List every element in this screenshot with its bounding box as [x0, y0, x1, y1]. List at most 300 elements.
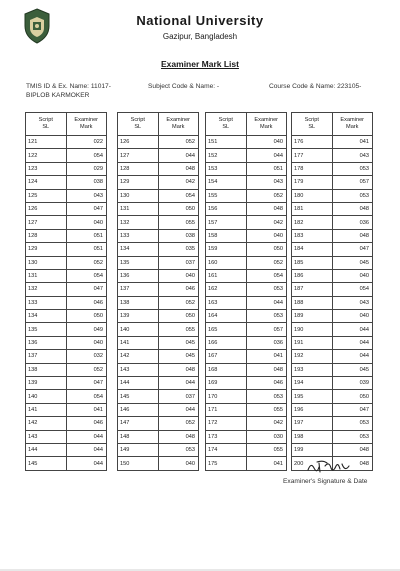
examiner-mark-cell: 053 [332, 417, 373, 430]
table-row [118, 149, 199, 162]
course-code: Course Code & Name: 223105- [269, 83, 362, 90]
examiner-mark-cell: 040 [66, 216, 107, 229]
mark-table-1 [25, 112, 107, 471]
table-row [206, 377, 287, 390]
script-sl-cell: 159 [206, 243, 247, 256]
script-sl-cell: 132 [26, 283, 67, 296]
examiner-mark-cell: 037 [158, 256, 199, 269]
table-row [292, 363, 373, 376]
script-sl-cell: 135 [118, 256, 159, 269]
script-sl-cell: 173 [206, 430, 247, 443]
table-row [118, 350, 199, 363]
script-sl-cell: 130 [118, 189, 159, 202]
table-row [26, 176, 107, 189]
script-sl-cell: 185 [292, 256, 333, 269]
table-row [118, 229, 199, 242]
script-sl-cell: 179 [292, 176, 333, 189]
table-row [206, 216, 287, 229]
script-sl-cell: 199 [292, 443, 333, 456]
script-sl-cell: 197 [292, 417, 333, 430]
table-row [26, 296, 107, 309]
script-sl-cell: 123 [26, 162, 67, 175]
document-title-text: Examiner Mark List [161, 59, 239, 69]
examiner-mark-cell: 043 [246, 176, 287, 189]
examiner-mark-cell: 044 [332, 336, 373, 349]
script-sl-cell: 125 [26, 189, 67, 202]
examiner-mark-cell: 044 [158, 403, 199, 416]
table-row [206, 269, 287, 282]
examiner-mark-cell: 044 [246, 296, 287, 309]
examiner-name: BIPLOB KARMOKER [26, 92, 90, 99]
table-row [206, 350, 287, 363]
script-sl-cell: 140 [26, 390, 67, 403]
table-row [118, 269, 199, 282]
table-row [118, 443, 199, 456]
script-sl-cell: 145 [26, 457, 67, 470]
examiner-mark-cell: 035 [158, 243, 199, 256]
examiner-mark-cell: 041 [246, 350, 287, 363]
script-sl-cell: 129 [26, 243, 67, 256]
script-sl-cell: 194 [292, 377, 333, 390]
examiner-mark-cell: 050 [66, 310, 107, 323]
table-row [206, 296, 287, 309]
university-location: Gazipur, Bangladesh [162, 32, 238, 41]
table-row [292, 350, 373, 363]
header-script-sl: Script SL [292, 113, 333, 136]
table-row [292, 136, 373, 149]
table-row [206, 162, 287, 175]
table-row [118, 256, 199, 269]
examiner-mark-cell: 055 [158, 323, 199, 336]
examiner-mark-cell: 044 [158, 377, 199, 390]
examiner-mark-cell: 022 [66, 136, 107, 149]
table-row [118, 336, 199, 349]
examiner-mark-cell: 044 [158, 149, 199, 162]
script-sl-cell: 186 [292, 269, 333, 282]
script-sl-cell: 172 [206, 417, 247, 430]
script-sl-cell: 192 [292, 350, 333, 363]
examiner-mark-cell: 050 [158, 202, 199, 215]
script-sl-cell: 144 [26, 443, 67, 456]
script-sl-cell: 167 [206, 350, 247, 363]
table-row [118, 310, 199, 323]
examiner-mark-cell: 052 [158, 417, 199, 430]
script-sl-cell: 166 [206, 336, 247, 349]
table-row [292, 390, 373, 403]
script-sl-cell: 174 [206, 443, 247, 456]
examiner-mark-cell: 039 [332, 377, 373, 390]
script-sl-cell: 126 [118, 136, 159, 149]
examiner-mark-cell: 042 [246, 216, 287, 229]
table-row [206, 417, 287, 430]
examiner-mark-cell: 044 [332, 323, 373, 336]
table-row [118, 162, 199, 175]
table-row [206, 202, 287, 215]
examiner-mark-cell: 041 [246, 457, 287, 470]
examiner-mark-cell: 055 [246, 403, 287, 416]
examiner-mark-cell: 052 [158, 136, 199, 149]
table-row [118, 189, 199, 202]
script-sl-cell: 133 [118, 229, 159, 242]
examiner-mark-cell: 054 [332, 283, 373, 296]
table-row [292, 403, 373, 416]
script-sl-cell: 171 [206, 403, 247, 416]
table-row [292, 443, 373, 456]
table-row [26, 136, 107, 149]
examiner-mark-cell: 046 [158, 283, 199, 296]
script-sl-cell: 142 [118, 350, 159, 363]
table-row [26, 256, 107, 269]
table-row [26, 162, 107, 175]
table-row [118, 202, 199, 215]
script-sl-cell: 130 [26, 256, 67, 269]
script-sl-cell: 136 [26, 336, 67, 349]
script-sl-cell: 158 [206, 229, 247, 242]
table-row [26, 243, 107, 256]
table-row [292, 176, 373, 189]
script-sl-cell: 147 [118, 417, 159, 430]
examiner-mark-cell: 041 [332, 136, 373, 149]
table-row [118, 243, 199, 256]
examiner-mark-cell: 052 [66, 363, 107, 376]
script-sl-cell: 137 [26, 350, 67, 363]
script-sl-cell: 131 [26, 269, 67, 282]
examiner-mark-cell: 054 [66, 269, 107, 282]
script-sl-cell: 164 [206, 310, 247, 323]
examiner-mark-cell: 053 [158, 443, 199, 456]
script-sl-cell: 146 [118, 403, 159, 416]
table-row [118, 430, 199, 443]
script-sl-cell: 138 [118, 296, 159, 309]
script-sl-cell: 184 [292, 243, 333, 256]
script-sl-cell: 200 [292, 457, 333, 470]
table-row [26, 390, 107, 403]
university-name: National University [136, 13, 264, 28]
table-row [118, 417, 199, 430]
header-script-sl: Script SL [118, 113, 159, 136]
table-row [26, 417, 107, 430]
tmis-id-line: TMIS ID & Ex. Name: 11017- [26, 83, 111, 90]
script-sl-cell: 151 [206, 136, 247, 149]
table-row [206, 243, 287, 256]
examiner-mark-cell: 047 [66, 377, 107, 390]
tmis-id-block [26, 82, 111, 100]
script-sl-cell: 134 [118, 243, 159, 256]
examiner-mark-cell: 050 [158, 310, 199, 323]
table-row [292, 336, 373, 349]
examiner-mark-cell: 057 [332, 176, 373, 189]
mark-table-4 [291, 112, 373, 471]
script-sl-cell: 128 [118, 162, 159, 175]
script-sl-cell: 165 [206, 323, 247, 336]
table-row [26, 216, 107, 229]
table-row [292, 243, 373, 256]
examiner-mark-cell: 040 [158, 269, 199, 282]
script-sl-cell: 144 [118, 377, 159, 390]
table-row [292, 162, 373, 175]
examiner-mark-cell: 048 [332, 457, 373, 470]
examiner-mark-cell: 057 [246, 323, 287, 336]
table-row [292, 202, 373, 215]
script-sl-cell: 178 [292, 162, 333, 175]
examiner-mark-cell: 043 [332, 296, 373, 309]
examiner-mark-cell: 038 [158, 229, 199, 242]
table-row [26, 443, 107, 456]
script-sl-cell: 141 [118, 336, 159, 349]
table-row [292, 229, 373, 242]
table-row [292, 377, 373, 390]
table-row [292, 296, 373, 309]
examiner-mark-cell: 030 [246, 430, 287, 443]
examiner-mark-cell: 040 [158, 457, 199, 470]
script-sl-cell: 181 [292, 202, 333, 215]
table-row [26, 403, 107, 416]
table-row [118, 323, 199, 336]
header-script-sl: Script SL [26, 113, 67, 136]
examiner-mark-cell: 041 [66, 403, 107, 416]
table-row [26, 336, 107, 349]
table-row [206, 310, 287, 323]
table-row [206, 443, 287, 456]
script-sl-cell: 162 [206, 283, 247, 296]
script-sl-cell: 142 [26, 417, 67, 430]
table-row [206, 363, 287, 376]
examiner-mark-cell: 045 [158, 350, 199, 363]
script-sl-cell: 128 [26, 229, 67, 242]
script-sl-cell: 191 [292, 336, 333, 349]
table-row [26, 149, 107, 162]
table-row [26, 350, 107, 363]
table-row [292, 189, 373, 202]
examiner-mark-cell: 050 [246, 243, 287, 256]
examiner-mark-cell: 049 [66, 323, 107, 336]
examiner-mark-cell: 036 [332, 216, 373, 229]
examiner-mark-cell: 046 [66, 417, 107, 430]
table-row [206, 189, 287, 202]
script-sl-cell: 153 [206, 162, 247, 175]
table-row [118, 216, 199, 229]
examiner-mark-cell: 052 [246, 189, 287, 202]
examiner-mark-cell: 040 [246, 229, 287, 242]
examiner-mark-cell: 053 [332, 162, 373, 175]
table-row [206, 283, 287, 296]
table-row [206, 176, 287, 189]
examiner-mark-cell: 046 [66, 296, 107, 309]
examiner-mark-cell: 055 [246, 443, 287, 456]
table-row [118, 283, 199, 296]
examiner-mark-cell: 051 [66, 229, 107, 242]
examiner-mark-cell: 036 [246, 336, 287, 349]
script-sl-cell: 129 [118, 176, 159, 189]
examiner-mark-cell: 052 [158, 296, 199, 309]
script-sl-cell: 140 [118, 323, 159, 336]
examiner-mark-cell: 048 [332, 443, 373, 456]
script-sl-cell: 175 [206, 457, 247, 470]
script-sl-cell: 149 [118, 443, 159, 456]
table-row [26, 269, 107, 282]
table-row [26, 377, 107, 390]
header-examiner-mark: Examiner Mark [332, 113, 373, 136]
script-sl-cell: 131 [118, 202, 159, 215]
script-sl-cell: 127 [26, 216, 67, 229]
examiner-mark-cell: 040 [332, 269, 373, 282]
table-row [118, 390, 199, 403]
script-sl-cell: 145 [118, 390, 159, 403]
table-row [292, 417, 373, 430]
mark-table-3 [205, 112, 287, 471]
examiner-mark-cell: 053 [332, 430, 373, 443]
script-sl-cell: 177 [292, 149, 333, 162]
script-sl-cell: 132 [118, 216, 159, 229]
examiner-mark-cell: 048 [158, 363, 199, 376]
examiner-mark-cell: 052 [66, 256, 107, 269]
examiner-mark-cell: 040 [66, 336, 107, 349]
table-row [206, 229, 287, 242]
table-row [118, 377, 199, 390]
examiner-mark-cell: 044 [66, 430, 107, 443]
script-sl-cell: 156 [206, 202, 247, 215]
examiner-mark-cell: 054 [246, 269, 287, 282]
examiner-mark-cell: 043 [332, 149, 373, 162]
table-row [292, 430, 373, 443]
examiner-mark-cell: 048 [332, 229, 373, 242]
header-examiner-mark: Examiner Mark [66, 113, 107, 136]
script-sl-cell: 143 [118, 363, 159, 376]
examiner-mark-cell: 040 [246, 136, 287, 149]
table-row [26, 229, 107, 242]
table-row [118, 176, 199, 189]
script-sl-cell: 160 [206, 256, 247, 269]
examiner-mark-cell: 048 [246, 363, 287, 376]
table-row [26, 363, 107, 376]
table-row [26, 457, 107, 470]
table-row [26, 430, 107, 443]
script-sl-cell: 138 [26, 363, 67, 376]
script-sl-cell: 176 [292, 136, 333, 149]
table-row [206, 136, 287, 149]
table-row [26, 189, 107, 202]
examiner-mark-cell: 052 [246, 256, 287, 269]
table-row [292, 310, 373, 323]
table-row [292, 269, 373, 282]
examiner-mark-cell: 053 [246, 283, 287, 296]
table-row [206, 457, 287, 470]
table-row [206, 390, 287, 403]
subject-code: Subject Code & Name: - [148, 83, 220, 90]
examiner-mark-cell: 048 [246, 202, 287, 215]
examiner-mark-cell: 044 [246, 149, 287, 162]
table-row [206, 256, 287, 269]
examiner-mark-cell: 051 [66, 243, 107, 256]
script-sl-cell: 126 [26, 202, 67, 215]
examiner-mark-cell: 047 [332, 403, 373, 416]
script-sl-cell: 190 [292, 323, 333, 336]
mark-table-2 [117, 112, 199, 471]
examiner-mark-cell: 053 [246, 390, 287, 403]
examiner-mark-cell: 045 [158, 336, 199, 349]
script-sl-cell: 143 [26, 430, 67, 443]
script-sl-cell: 187 [292, 283, 333, 296]
script-sl-cell: 169 [206, 377, 247, 390]
script-sl-cell: 180 [292, 189, 333, 202]
script-sl-cell: 152 [206, 149, 247, 162]
script-sl-cell: 198 [292, 430, 333, 443]
table-row [292, 256, 373, 269]
document-title [0, 59, 400, 69]
script-sl-cell: 150 [118, 457, 159, 470]
examiner-mark-cell: 038 [66, 176, 107, 189]
table-row [206, 430, 287, 443]
table-row [206, 403, 287, 416]
examiner-mark-cell: 032 [66, 350, 107, 363]
examiner-mark-cell: 051 [246, 162, 287, 175]
script-sl-cell: 139 [26, 377, 67, 390]
examiner-mark-cell: 054 [66, 149, 107, 162]
examiner-mark-cell: 042 [246, 417, 287, 430]
table-row [26, 310, 107, 323]
signature-label: Examiner's Signature & Date [283, 478, 368, 485]
examiner-mark-cell: 044 [332, 350, 373, 363]
examiner-mark-cell: 050 [332, 390, 373, 403]
script-sl-cell: 124 [26, 176, 67, 189]
script-sl-cell: 135 [26, 323, 67, 336]
examiner-mark-cell: 029 [66, 162, 107, 175]
script-sl-cell: 193 [292, 363, 333, 376]
table-row [26, 323, 107, 336]
table-row [118, 363, 199, 376]
script-sl-cell: 121 [26, 136, 67, 149]
table-row [118, 457, 199, 470]
examiner-mark-cell: 046 [246, 377, 287, 390]
script-sl-cell: 141 [26, 403, 67, 416]
table-row [118, 136, 199, 149]
header-script-sl: Script SL [206, 113, 247, 136]
examiner-mark-cell: 054 [66, 390, 107, 403]
script-sl-cell: 133 [26, 296, 67, 309]
handwritten-signature-icon [305, 458, 355, 478]
examiner-mark-cell: 037 [158, 390, 199, 403]
table-row [206, 336, 287, 349]
script-sl-cell: 189 [292, 310, 333, 323]
examiner-mark-cell: 044 [66, 457, 107, 470]
table-row [206, 149, 287, 162]
examiner-mark-cell: 047 [332, 243, 373, 256]
examiner-mark-cell: 044 [66, 443, 107, 456]
table-row [118, 296, 199, 309]
examiner-mark-cell: 055 [158, 216, 199, 229]
script-sl-cell: 168 [206, 363, 247, 376]
examiner-mark-cell: 048 [158, 162, 199, 175]
script-sl-cell: 188 [292, 296, 333, 309]
examiner-mark-cell: 045 [332, 256, 373, 269]
examiner-mark-cell: 054 [158, 189, 199, 202]
script-sl-cell: 161 [206, 269, 247, 282]
script-sl-cell: 195 [292, 390, 333, 403]
examiner-mark-cell: 047 [66, 283, 107, 296]
script-sl-cell: 182 [292, 216, 333, 229]
table-row [26, 202, 107, 215]
examiner-mark-cell: 053 [246, 310, 287, 323]
table-row [206, 323, 287, 336]
table-row [292, 323, 373, 336]
table-row [292, 216, 373, 229]
script-sl-cell: 196 [292, 403, 333, 416]
script-sl-cell: 127 [118, 149, 159, 162]
script-sl-cell: 170 [206, 390, 247, 403]
examiner-mark-cell: 053 [332, 189, 373, 202]
examiner-mark-cell: 040 [332, 310, 373, 323]
script-sl-cell: 136 [118, 269, 159, 282]
